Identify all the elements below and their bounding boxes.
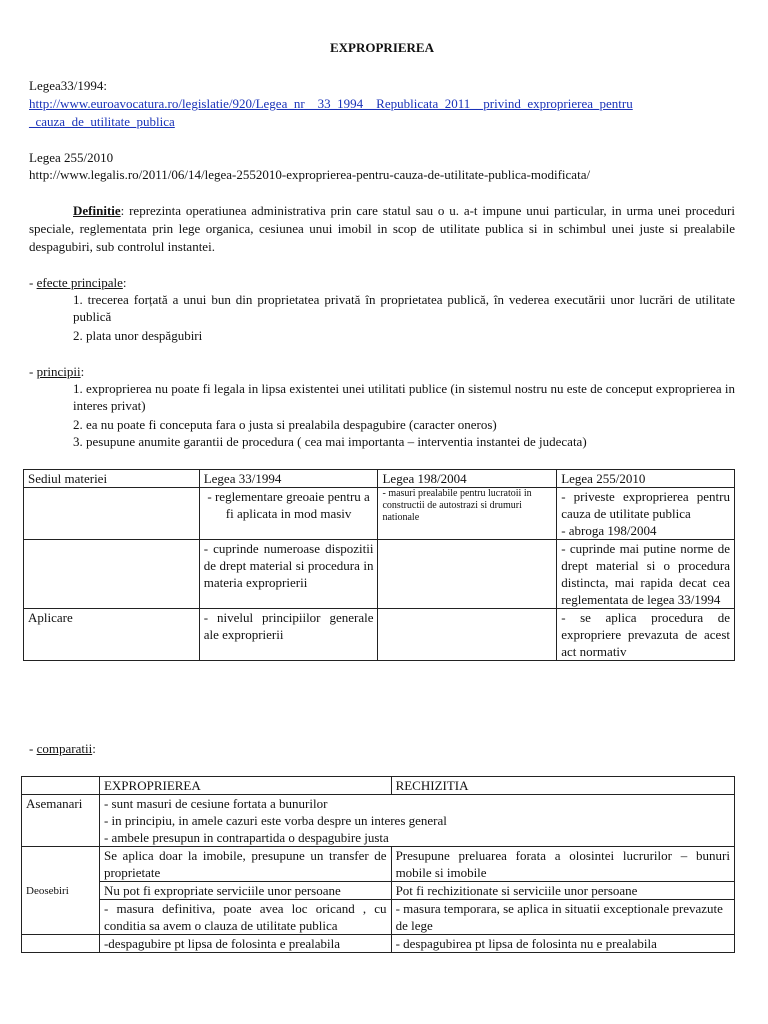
table-row xyxy=(24,609,735,661)
effects-item-1: 1. trecerea forțată a unui bun din proprietatea privată în proprietatea publică, în vederea executării unor lucrări de utilitate publică xyxy=(73,292,735,324)
table-cell: - cuprinde mai putine norme de drept material si o procedura distincta, mai rapida decat cea reglementata de legea 33/1994 xyxy=(557,540,735,609)
table-cell: Se aplica doar la imobile, presupune un transfer de proprietate xyxy=(99,847,391,882)
definition-paragraph xyxy=(29,202,735,256)
similarities-cell xyxy=(99,795,734,847)
table-row xyxy=(24,488,735,540)
table-cell: - se aplica procedura de expropriere prevazuta de acest act normativ xyxy=(557,609,735,661)
table-cell: - reglementare greoaie pentru a fi aplicata in mod masiv xyxy=(199,488,378,540)
law1-link-line1[interactable]: http://www.euroavocatura.ro/legislatie/920/Legea_nr__33_1994__Republicata_2011__privind_exproprierea_pentru xyxy=(29,96,633,111)
principles-item-1: 1. exproprierea nu poate fi legala in lipsa existentei unei utilitati publice (in sistemul nostru nu este de conceput exproprierea in interes privat) xyxy=(73,381,735,413)
law2-url: http://www.legalis.ro/2011/06/14/legea-2552010-exproprierea-pentru-cauza-de-utilitate-publica-modificata/ xyxy=(29,167,591,182)
table-cell: - cuprinde numeroase dispozitii de drept material si procedura in materia exproprierii xyxy=(199,540,378,609)
table-header-cell: EXPROPRIEREA xyxy=(99,777,391,795)
page-title: EXPROPRIEREA xyxy=(329,40,434,55)
table-row xyxy=(22,900,735,935)
effects-heading: - efecte principale: xyxy=(29,275,127,290)
table-cell xyxy=(378,540,557,609)
table-header-row xyxy=(22,777,735,795)
law2-label: Legea 255/2010 xyxy=(29,150,114,165)
table-cell: - masuri prealabile pentru lucratoii in constructii de autostrazi si drumuri nationale xyxy=(378,488,557,540)
laws-table xyxy=(23,469,735,661)
table-cell: - masura temporara, se aplica in situatii exceptionale prevazute de lege xyxy=(391,900,734,935)
table-header-cell: Legea 198/2004 xyxy=(378,470,557,488)
similarity-item: - ambele presupun in contrapartida o despagubire justa xyxy=(103,830,389,845)
definition-term: Definitie xyxy=(73,203,121,218)
similarities-label: Asemanari xyxy=(22,795,100,847)
table-header-cell: Legea 255/2010 xyxy=(557,470,735,488)
table-row xyxy=(22,847,735,882)
table-header-cell xyxy=(22,777,100,795)
table-cell xyxy=(378,609,557,661)
table-header-cell: RECHIZITIA xyxy=(391,777,734,795)
comparisons-heading: - comparatii: xyxy=(29,741,96,756)
table-cell: - masura definitiva, poate avea loc oricand , cu conditia sa avem o clauza de utilitate publica xyxy=(99,900,391,935)
effects-item-2: 2. plata unor despăgubiri xyxy=(73,328,203,343)
similarity-item: - sunt masuri de cesiune fortata a bunurilor xyxy=(103,796,328,811)
table-header-cell: Legea 33/1994 xyxy=(199,470,378,488)
table-cell: - despagubirea pt lipsa de folosinta nu e prealabila xyxy=(391,935,734,953)
table-cell: Aplicare xyxy=(24,609,200,661)
table-cell: - priveste exproprierea pentru cauza de utilitate publica - abroga 198/2004 xyxy=(557,488,735,540)
table-cell: -despagubire pt lipsa de folosinta e prealabila xyxy=(99,935,391,953)
table-cell: Nu pot fi expropriate serviciile unor persoane xyxy=(99,882,391,900)
principles-item-2: 2. ea nu poate fi conceputa fara o justa si prealabila despagubire (caracter oneros) xyxy=(73,417,497,432)
table-row xyxy=(24,540,735,609)
table-cell: Presupune preluarea forata a olosintei lucrurilor – bunuri mobile si imobile xyxy=(391,847,734,882)
table-cell xyxy=(22,935,100,953)
table-cell: Pot fi rechizitionate si serviciile unor persoane xyxy=(391,882,734,900)
table-row xyxy=(22,935,735,953)
comparison-table xyxy=(21,776,735,953)
law1-link-line2[interactable]: _cauza_de_utilitate_publica xyxy=(29,114,175,129)
table-cell: - nivelul principiilor generale ale exproprierii xyxy=(199,609,378,661)
table-header-cell: Sediul materiei xyxy=(24,470,200,488)
table-header-row xyxy=(24,470,735,488)
principles-heading: - principii: xyxy=(29,364,85,379)
similarity-item: - in principiu, in amele cazuri este vorba despre un interes general xyxy=(103,813,447,828)
definition-text: : reprezinta operatiunea administrativa prin care statul sau o u. a-t impune unui particular, in urma unei proceduri speciale, reglementata prin lege organica, cesiunea unui imobil in scop de utilitate publica si in schimbul unei juste si prealabile despagubiri, sub controlul instantei. xyxy=(29,203,735,254)
differences-label: Deosebiri xyxy=(22,847,100,935)
law1-label: Legea33/1994: xyxy=(29,78,107,93)
similarities-row xyxy=(22,795,735,847)
table-row xyxy=(22,882,735,900)
table-cell xyxy=(24,488,200,540)
principles-item-3: 3. pesupune anumite garantii de procedura ( cea mai importanta – interventia instantei de judecata) xyxy=(73,434,587,449)
table-cell xyxy=(24,540,200,609)
